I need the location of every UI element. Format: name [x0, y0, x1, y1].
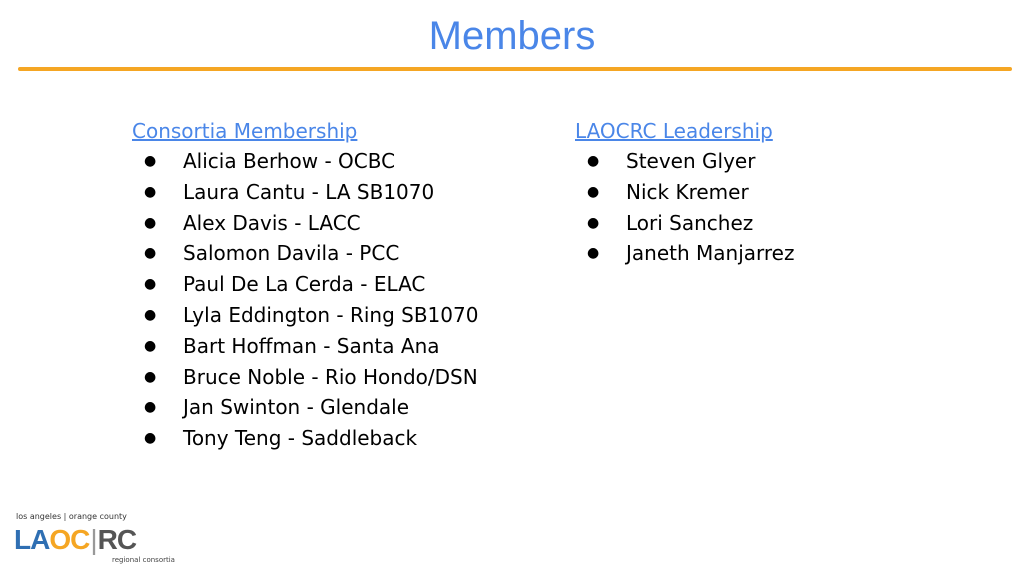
logo-divider: | [90, 524, 97, 555]
list-item [132, 146, 478, 177]
bullet-icon: ● [144, 214, 157, 231]
bullet-icon: ● [587, 153, 600, 169]
list-item [132, 238, 478, 269]
logo-oc: OC [49, 524, 90, 555]
list-item [132, 392, 478, 423]
leadership-list [575, 146, 794, 269]
bullet-icon: ● [144, 368, 157, 385]
bullet-icon: ● [144, 245, 157, 262]
list-item [132, 177, 478, 208]
bullet-icon: ● [144, 153, 157, 169]
bullet-icon: ● [587, 183, 600, 200]
consortia-membership-link[interactable]: Consortia Membership [132, 119, 358, 143]
member-name: Jan Swinton - Glendale [183, 395, 410, 420]
laocrc-leadership-link[interactable]: LAOCRC Leadership [575, 119, 773, 143]
list-item [575, 177, 794, 208]
member-name: Bruce Noble - Rio Hondo/DSN [183, 364, 478, 389]
list-item [575, 146, 794, 177]
member-name: Salomon Davila - PCC [183, 241, 400, 266]
list-item [132, 331, 478, 362]
list-item [132, 362, 478, 393]
member-name: Paul De La Cerda - ELAC [183, 272, 426, 297]
leader-name: Janeth Manjarrez [626, 241, 795, 266]
logo-la: LA [14, 524, 50, 555]
list-item [132, 300, 478, 331]
list-item [575, 238, 794, 269]
leader-name: Nick Kremer [626, 179, 749, 204]
laocrc-logo [14, 512, 175, 568]
logo-rc: RC [97, 524, 137, 555]
page-title: Members [428, 14, 596, 58]
leader-name: Steven Glyer [626, 149, 756, 173]
consortia-membership-list [132, 146, 478, 454]
bullet-icon: ● [587, 214, 600, 231]
bullet-icon: ● [144, 399, 157, 416]
bullet-icon: ● [587, 245, 600, 262]
list-item [132, 269, 478, 300]
member-name: Laura Cantu - LA SB1070 [183, 179, 435, 204]
bullet-icon: ● [144, 430, 157, 447]
logo-mark [14, 524, 136, 556]
logo-bottom-text: regional consortia [112, 556, 175, 564]
member-name: Alicia Berhow - OCBC [183, 149, 396, 173]
member-name: Bart Hoffman - Santa Ana [183, 333, 440, 358]
leadership-section [575, 116, 794, 269]
consortia-membership-section [132, 116, 478, 454]
logo-top-text: los angeles | orange county [16, 512, 127, 521]
bullet-icon: ● [144, 337, 157, 354]
title-divider [18, 67, 1012, 71]
list-item [132, 208, 478, 239]
member-name: Lyla Eddington - Ring SB1070 [183, 302, 479, 327]
list-item [575, 208, 794, 239]
bullet-icon: ● [144, 183, 157, 200]
member-name: Alex Davis - LACC [183, 210, 361, 235]
member-name: Tony Teng - Saddleback [183, 426, 418, 451]
bullet-icon: ● [144, 306, 157, 323]
leader-name: Lori Sanchez [626, 210, 754, 235]
list-item [132, 423, 478, 454]
bullet-icon: ● [144, 276, 157, 293]
